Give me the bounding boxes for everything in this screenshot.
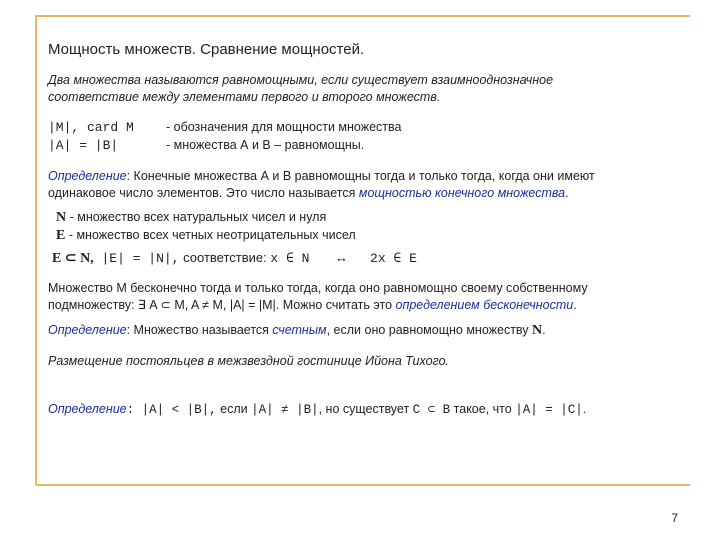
definition-1-text-2b: .: [565, 186, 569, 200]
relation-2x: 2x ∈ E: [370, 251, 417, 266]
infinite-term: определением бесконечности: [395, 298, 574, 312]
intro-line-2: соответствие между элементами первого и второго множеств.: [48, 90, 441, 104]
definition-3-text-2: , но существует: [318, 402, 413, 416]
definition-1-label: Определение: [48, 169, 127, 183]
definition-3-text-1: если: [216, 402, 252, 416]
relation-x: x ∈ N: [270, 251, 310, 266]
definition-3-colon: :: [126, 403, 135, 417]
definition-2-symbol: N: [532, 323, 543, 338]
frame-left-line: [35, 15, 37, 485]
definition-2-end: .: [542, 323, 546, 337]
slide-title: Мощность множеств. Сравнение мощностей.: [48, 41, 365, 58]
definition-3-line: [48, 401, 586, 417]
definition-2-line: [48, 322, 546, 339]
definition-2-text-a: : Множество называется: [126, 323, 273, 337]
definition-1-line-2: [48, 185, 569, 202]
notation-desc-1: - обозначения для мощности множества: [166, 120, 402, 134]
definition-3-expr-1: |A| < |B|,: [134, 403, 217, 417]
relation-text: соответствие:: [179, 250, 271, 265]
definition-2-term: счетным: [272, 323, 327, 337]
set-e-symbol: E: [56, 228, 66, 243]
definition-3-end: .: [582, 402, 587, 416]
notation-desc-2: - множества А и В – равномощны.: [166, 138, 365, 152]
notation-symbol-1: |M|, card M: [48, 120, 134, 135]
infinite-text-2b: .: [573, 298, 577, 312]
definition-3-label: Определение: [48, 402, 127, 416]
set-n-line: [56, 210, 326, 226]
relation-arrow: ↔: [335, 250, 349, 265]
definition-1-term: мощностью конечного множества: [358, 186, 566, 200]
definition-3-expr-4: |A| = |C|: [515, 403, 583, 417]
infinite-line-2: [48, 297, 577, 314]
set-relation-line: [52, 250, 417, 267]
definition-2-text-b: , если оно равномощно множеству: [326, 323, 533, 337]
set-n-symbol: N: [56, 210, 67, 225]
definition-3-text-3: такое, что: [450, 402, 516, 416]
definition-3-expr-2: |A| ≠ |B|: [251, 403, 319, 417]
frame-top-line: [36, 15, 690, 17]
frame-bottom-line: [36, 484, 690, 486]
definition-3-expr-3: C ⊂ B: [412, 403, 451, 417]
relation-subset: E ⊂ N,: [52, 251, 94, 266]
infinite-line-1: Множество М бесконечно тогда и только тогда, когда оно равномощно своему собственному: [48, 281, 588, 295]
notation-symbol-2: |A| = |B|: [48, 138, 119, 153]
page-number: 7: [671, 511, 678, 525]
intro-line-1: Два множества называются равномощными, если существует взаимнооднозначное: [48, 73, 554, 87]
definition-1-text-1: : Конечные множества А и В равномощны тогда и только тогда, когда они имеют: [126, 169, 595, 183]
definition-1-text-2a: одинаковое число элементов. Это число называется: [48, 186, 359, 200]
set-e-line: [56, 228, 356, 244]
definition-1-line-1: [48, 168, 595, 185]
hotel-line: Размещение постояльцев в межзвездной гостинице Ийона Тихого.: [48, 354, 449, 368]
set-e-description: - множество всех четных неотрицательных чисел: [65, 228, 356, 242]
definition-2-label: Определение: [48, 323, 127, 337]
infinite-text-2a: подмножеству: ∃ A ⊂ M, A ≠ M, |A| = |M|. Можно считать это: [48, 298, 396, 312]
relation-cardinality: |E| = |N|,: [93, 251, 180, 266]
set-n-description: - множество всех натуральных чисел и нуля: [66, 210, 327, 224]
